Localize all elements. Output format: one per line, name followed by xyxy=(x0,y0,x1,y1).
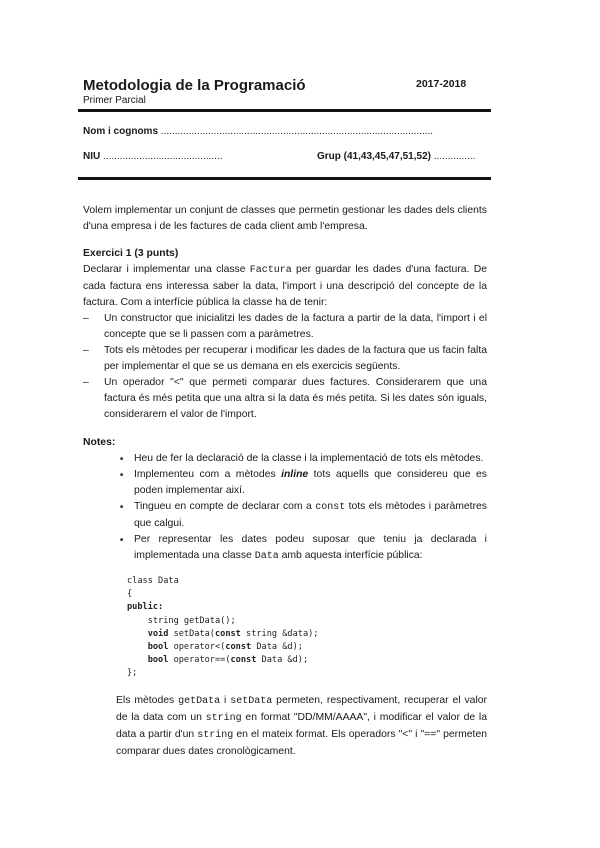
text: en el mateix format. Els operadors "<" i "==" permeten comparar dues dates cronològicament. xyxy=(116,728,488,757)
list-item: ■ Heu de fer la declaració de la classe i la implementació de tots els mètodes. xyxy=(120,451,487,467)
exam-subtitle: Primer Parcial xyxy=(83,95,146,106)
form-divider xyxy=(78,177,491,180)
code-keyword: const xyxy=(230,655,257,666)
note-text: Implementeu com a mètodes xyxy=(134,469,282,480)
note-text: amb aquesta interfície pública: xyxy=(278,550,423,561)
notes-section xyxy=(83,435,487,565)
note-text: Tingueu en compte de declarar com a xyxy=(134,501,316,512)
code-line xyxy=(127,601,487,614)
note-emphasis: inline xyxy=(281,469,309,480)
text: en format "DD/MM/AAAA", i modificar el valor de la data a partir d'un xyxy=(116,711,487,740)
code-line: { xyxy=(127,589,133,600)
code-line: string getData(); xyxy=(127,615,236,626)
code-line: }; xyxy=(127,668,138,679)
code-keyword: const xyxy=(214,628,241,639)
code-line xyxy=(127,628,487,641)
niu-field[interactable] xyxy=(83,151,222,162)
text: i xyxy=(220,694,231,706)
note-text: tots aquells que considereu que es poden implementar així. xyxy=(134,469,487,496)
list-item: – Tots els mètodes per recuperar i modificar les dades de la factura que us facin falta per implementar el que se us demana en els exercicis següents. xyxy=(83,343,487,375)
exercise-1 xyxy=(83,246,487,423)
list-item: – Un operador "<" que permeti comparar dues factures. Considerarem que una factura és més petita que una altra si la data és més petita. Si les dates són iguals, considerarem el valor de l'import. xyxy=(83,375,487,423)
course-title: Metodologia de la Programació xyxy=(83,77,306,94)
list-item xyxy=(120,532,487,565)
code-keyword: bool xyxy=(127,642,169,653)
niu-dots: ........................................... xyxy=(103,151,223,162)
name-field[interactable] xyxy=(83,126,433,137)
code-block xyxy=(127,575,487,681)
code-text: operator==( xyxy=(168,655,231,666)
inline-code: getData xyxy=(178,695,221,707)
exercise-heading: Exercici 1 (3 punts) xyxy=(83,248,179,259)
code-text: Data &d); xyxy=(256,655,309,666)
group-dots: ............... xyxy=(433,151,476,162)
code-line xyxy=(127,641,487,654)
code-line: class Data xyxy=(127,576,179,586)
code-keyword: void xyxy=(127,628,169,639)
statement-text: Declarar i implementar una classe xyxy=(83,264,250,275)
list-item xyxy=(120,467,487,499)
list-item: – Un constructor que inicialitzi les dades de la factura a partir de la data, l'import i el concepte que se li passen com a paràmetres. xyxy=(83,311,487,343)
inline-code: setData xyxy=(230,695,273,707)
name-dots: .................................................................................................. xyxy=(160,126,434,137)
code-keyword: bool xyxy=(127,655,169,666)
class-name-code: Factura xyxy=(249,265,292,276)
academic-year: 2017-2018 xyxy=(416,78,467,90)
text: Els mètodes xyxy=(116,694,179,706)
note-text: tots els mètodes i paràmetres que calgui. xyxy=(134,501,487,529)
exam-body xyxy=(83,203,487,760)
niu-label: NIU xyxy=(83,151,101,162)
list-item xyxy=(120,499,487,532)
code-text: string &data); xyxy=(240,628,319,639)
note-code: const xyxy=(315,502,346,513)
note-code: Data xyxy=(254,551,279,562)
exercise-statement xyxy=(83,262,487,311)
code-text: operator<( xyxy=(168,642,226,653)
header-divider xyxy=(78,109,491,112)
inline-code: string xyxy=(205,712,242,724)
code-keyword: public: xyxy=(127,602,164,613)
code-line xyxy=(127,654,487,667)
group-field[interactable] xyxy=(317,151,475,162)
notes-list xyxy=(83,451,487,565)
group-label: Grup (41,43,45,47,51,52) xyxy=(317,151,431,162)
requirements-list xyxy=(83,311,487,423)
code-text: Data &d); xyxy=(251,642,303,653)
data-class-explanation xyxy=(116,693,487,760)
note-text: Per representar les dates podeu suposar que teniu ja declarada i implementada una classe xyxy=(134,534,487,561)
code-keyword: const xyxy=(225,642,252,653)
inline-code: string xyxy=(197,729,234,741)
intro-paragraph: Volem implementar un conjunt de classes que permetin gestionar les dades dels clients d'una empresa i de les factures de cada client amb l'empresa. xyxy=(83,205,487,232)
code-text: setData( xyxy=(168,628,215,639)
statement-text: per guardar les dades d'una factura. De cada factura ens interessa saber la data, l'import i una descripció del concepte de la factura. Com a interfície pública la classe ha de tenir: xyxy=(83,264,487,308)
notes-heading: Notes: xyxy=(83,437,116,448)
name-label: Nom i cognoms xyxy=(83,126,159,137)
text: permeten, respectivament, recuperar el valor de la data com un xyxy=(116,694,488,723)
